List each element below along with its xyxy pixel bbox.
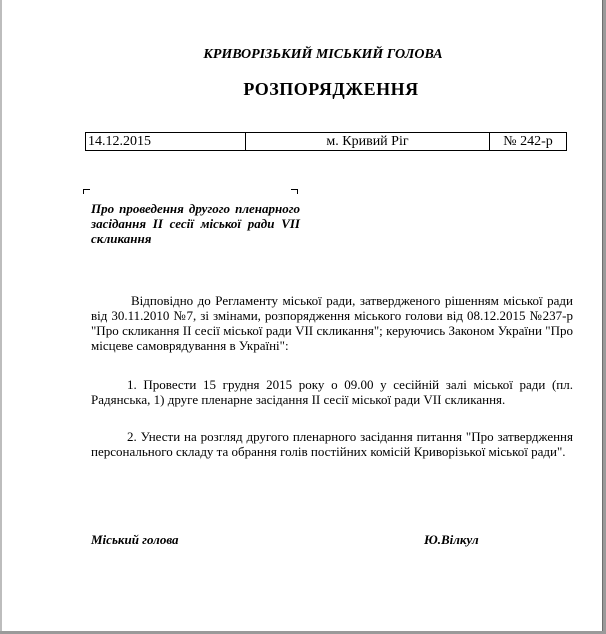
order-item-2: 2. Унести на розгляд другого пленарного засідання питання "Про затвердження персонального складу та обрання голів постійних комісій Криворізької міської ради". <box>91 429 573 459</box>
document-header-table <box>85 132 567 151</box>
org-title: КРИВОРІЗЬКИЙ МІСЬКИЙ ГОЛОВА <box>203 47 443 62</box>
document-number: № 242-р <box>503 134 553 149</box>
signatory-title: Міський голова <box>91 532 179 547</box>
document-subject: Про проведення другого пленарного засідання ІІ сесії міської ради VІІ скликання <box>91 201 300 246</box>
subject-bracket-left <box>83 189 90 194</box>
document-date: 14.12.2015 <box>86 133 246 150</box>
document-city: м. Кривий Ріг <box>246 133 490 150</box>
subject-bracket-right <box>291 189 298 194</box>
document-type-heading: РОЗПОРЯДЖЕННЯ <box>243 79 419 99</box>
order-item-1: 1. Провести 15 грудня 2015 року о 09.00 у сесійній залі міської ради (пл. Радянська, 1) друге пленарне засідання ІІ сесії міської ради VІІ скликання. <box>91 377 573 407</box>
preamble-paragraph: Відповідно до Регламенту міської ради, затвердженого рішенням міської ради від 30.11.2010 №7, зі змінами, розпорядження міського голови від 08.12.2015 №237-р "Про скликання ІІ сесії міської ради VІІ скликання"; керуючись Законом України "Про місцеве самоврядування в Україні": <box>91 293 573 353</box>
signatory-name: Ю.Вілкул <box>424 532 479 547</box>
